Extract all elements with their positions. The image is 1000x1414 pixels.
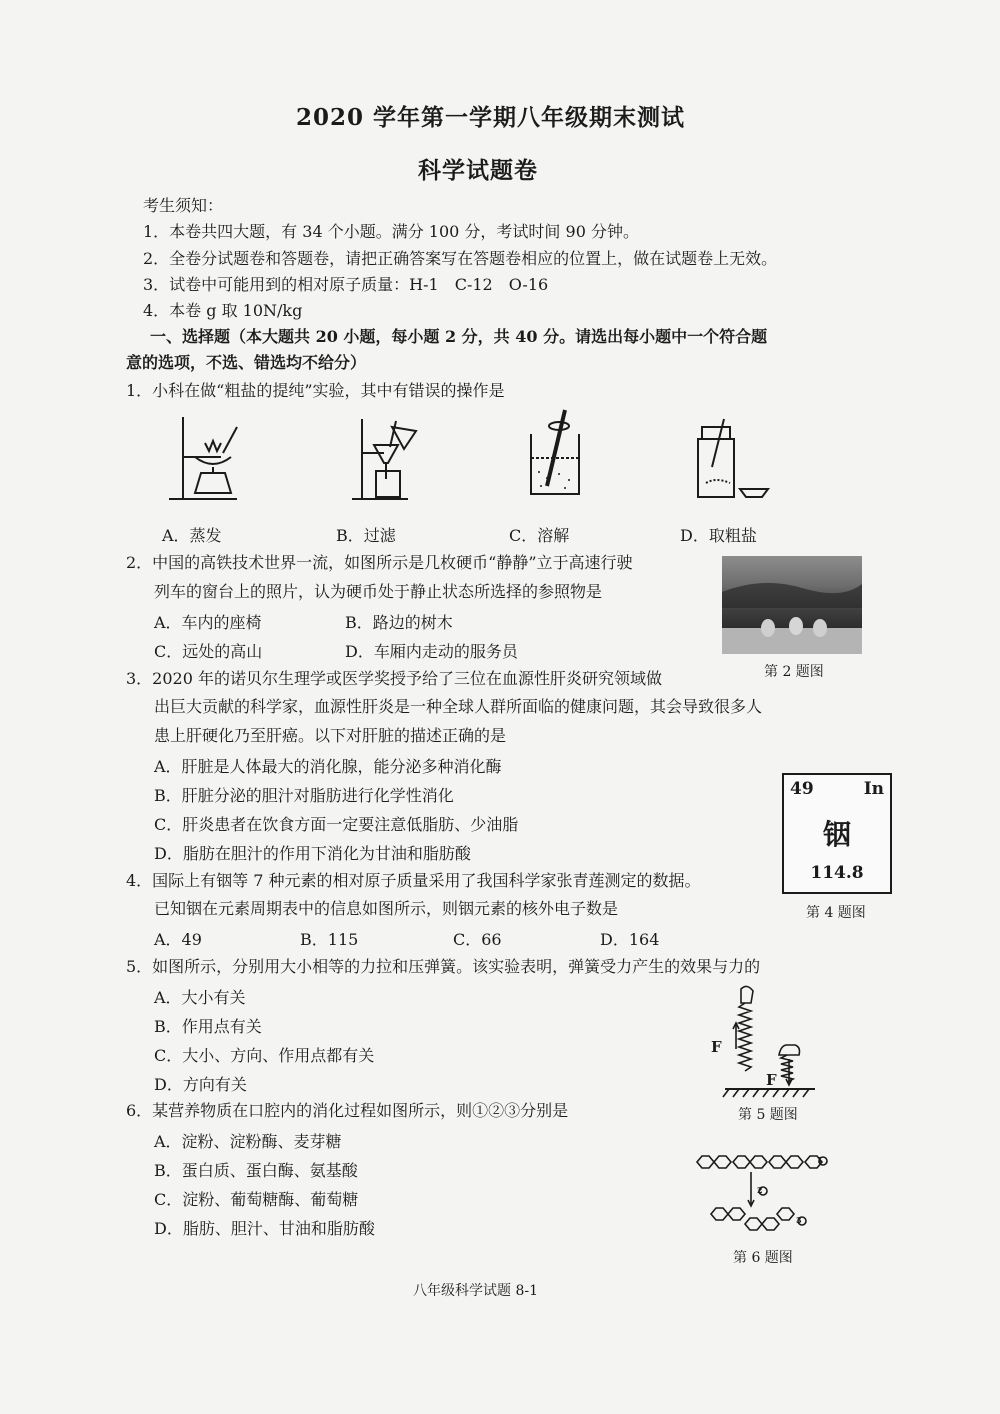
q5-option-d: D．方向有关 <box>154 1075 247 1094</box>
q5-option-b: B．作用点有关 <box>154 1017 262 1036</box>
q3-stem-3: 患上肝硬化乃至肝癌。以下对肝脏的描述正确的是 <box>154 726 507 745</box>
q6-option-a: A．淀粉、淀粉酶、麦芽糖 <box>154 1132 342 1151</box>
taking-salt-jar-icon <box>690 413 780 503</box>
q1-option-d: D．取粗盐 <box>680 526 757 545</box>
q1-stem: 1．小科在做“粗盐的提纯”实验，其中有错误的操作是 <box>126 381 505 400</box>
element-name: 铟 <box>822 818 851 851</box>
exam-subtitle: 科学试题卷 <box>418 157 538 184</box>
q3-option-d: D．脂肪在胆汁的作用下消化为甘油和脂肪酸 <box>154 844 471 863</box>
q2-option-a: A．车内的座椅 <box>154 613 262 632</box>
q3-stem-1: 3．2020 年的诺贝尔生理学或医学奖授予给了三位在血源性肝炎研究领域做 <box>126 669 662 688</box>
notice-item-4: 4．本卷 g 取 10N/kg <box>143 301 303 320</box>
q3-stem-2: 出巨大贡献的科学家，血源性肝炎是一种全球人群所面临的健康问题，其会导致很多人 <box>154 697 763 716</box>
train-window-coins-photo <box>722 556 862 654</box>
q4-option-c: C．66 <box>453 930 502 949</box>
atomic-number: 49 <box>790 779 814 799</box>
q4-option-b: B．115 <box>300 930 359 949</box>
spring-force-label-down: F <box>766 1071 777 1089</box>
spring-force-diagram-icon <box>705 985 825 1100</box>
notice-item-3: 3．试卷中可能用到的相对原子质量：H-1 C-12 O-16 <box>143 275 549 294</box>
q3-option-c: C．肝炎患者在饮食方面一定要注意低脂肪、少油脂 <box>154 815 519 834</box>
marker-3: 3 <box>796 1215 802 1225</box>
q6-caption: 第 6 题图 <box>733 1250 793 1266</box>
q3-option-a: A．肝脏是人体最大的消化腺，能分泌多种消化酶 <box>154 757 502 776</box>
notice-item-2: 2．全卷分试题卷和答题卷，请把正确答案写在答题卷相应的位置上，做在试题卷上无效。 <box>143 249 778 268</box>
q6-stem: 6．某营养物质在口腔内的消化过程如图所示，则①②③分别是 <box>126 1101 569 1120</box>
marker-2: 2 <box>757 1185 763 1195</box>
q6-option-d: D．脂肪、胆汁、甘油和脂肪酸 <box>154 1219 375 1238</box>
q6-option-c: C．淀粉、葡萄糖酶、葡萄糖 <box>154 1190 359 1209</box>
q2-option-b: B．路边的树木 <box>345 613 453 632</box>
q2-option-d: D．车厢内走动的服务员 <box>345 642 518 661</box>
q5-stem: 5．如图所示，分别用大小相等的力拉和压弹簧。该实验表明，弹簧受力产生的效果与力的 <box>126 957 761 976</box>
notice-heading: 考生须知： <box>143 196 224 215</box>
q1-option-c: C．溶解 <box>509 526 570 545</box>
exam-title: 2020 学年第一学期八年级期末测试 <box>296 104 686 131</box>
q2-stem-1: 2．中国的高铁技术世界一流，如图所示是几枚硬币“静静”立于高速行驶 <box>126 553 633 572</box>
dissolving-beaker-icon <box>525 408 595 498</box>
marker-1: 1 <box>817 1155 823 1165</box>
q5-option-c: C．大小、方向、作用点都有关 <box>154 1046 375 1065</box>
q1-option-a: A．蒸发 <box>162 526 222 545</box>
spring-force-label-up: F <box>711 1038 722 1056</box>
q5-option-a: A．大小有关 <box>154 988 246 1007</box>
q3-option-b: B．肝脏分泌的胆汁对脂肪进行化学性消化 <box>154 786 454 805</box>
section-heading-line1: 一、选择题（本大题共 20 小题，每小题 2 分，共 40 分。请选出每小题中一个符合题 <box>150 327 768 346</box>
element-symbol: In <box>863 779 884 799</box>
notice-item-1: 1．本卷共四大题，有 34 个小题。满分 100 分，考试时间 90 分钟。 <box>143 222 639 241</box>
indium-element-card <box>782 773 892 894</box>
atomic-mass: 114.8 <box>810 863 864 883</box>
q2-caption: 第 2 题图 <box>764 664 824 680</box>
evaporation-apparatus-icon <box>165 413 255 503</box>
q4-caption: 第 4 题图 <box>806 905 866 921</box>
q5-caption: 第 5 题图 <box>738 1107 798 1123</box>
q2-option-c: C．远处的高山 <box>154 642 263 661</box>
digestion-hexagon-chain-icon <box>693 1148 833 1238</box>
page-footer: 八年级科学试题 8-1 <box>413 1283 538 1299</box>
q4-stem-2: 已知铟在元素周期表中的信息如图所示，则铟元素的核外电子数是 <box>154 899 619 918</box>
section-heading-line2: 意的选项，不选、错选均不给分） <box>126 353 367 372</box>
filtration-apparatus-icon <box>348 413 428 503</box>
q1-option-b: B．过滤 <box>336 526 396 545</box>
q4-option-d: D．164 <box>600 930 660 949</box>
q4-option-a: A．49 <box>154 930 202 949</box>
q6-option-b: B．蛋白质、蛋白酶、氨基酸 <box>154 1161 358 1180</box>
q2-stem-2: 列车的窗台上的照片，认为硬币处于静止状态所选择的参照物是 <box>154 582 603 601</box>
q4-stem-1: 4．国际上有铟等 7 种元素的相对原子质量采用了我国科学家张青莲测定的数据。 <box>126 871 701 890</box>
